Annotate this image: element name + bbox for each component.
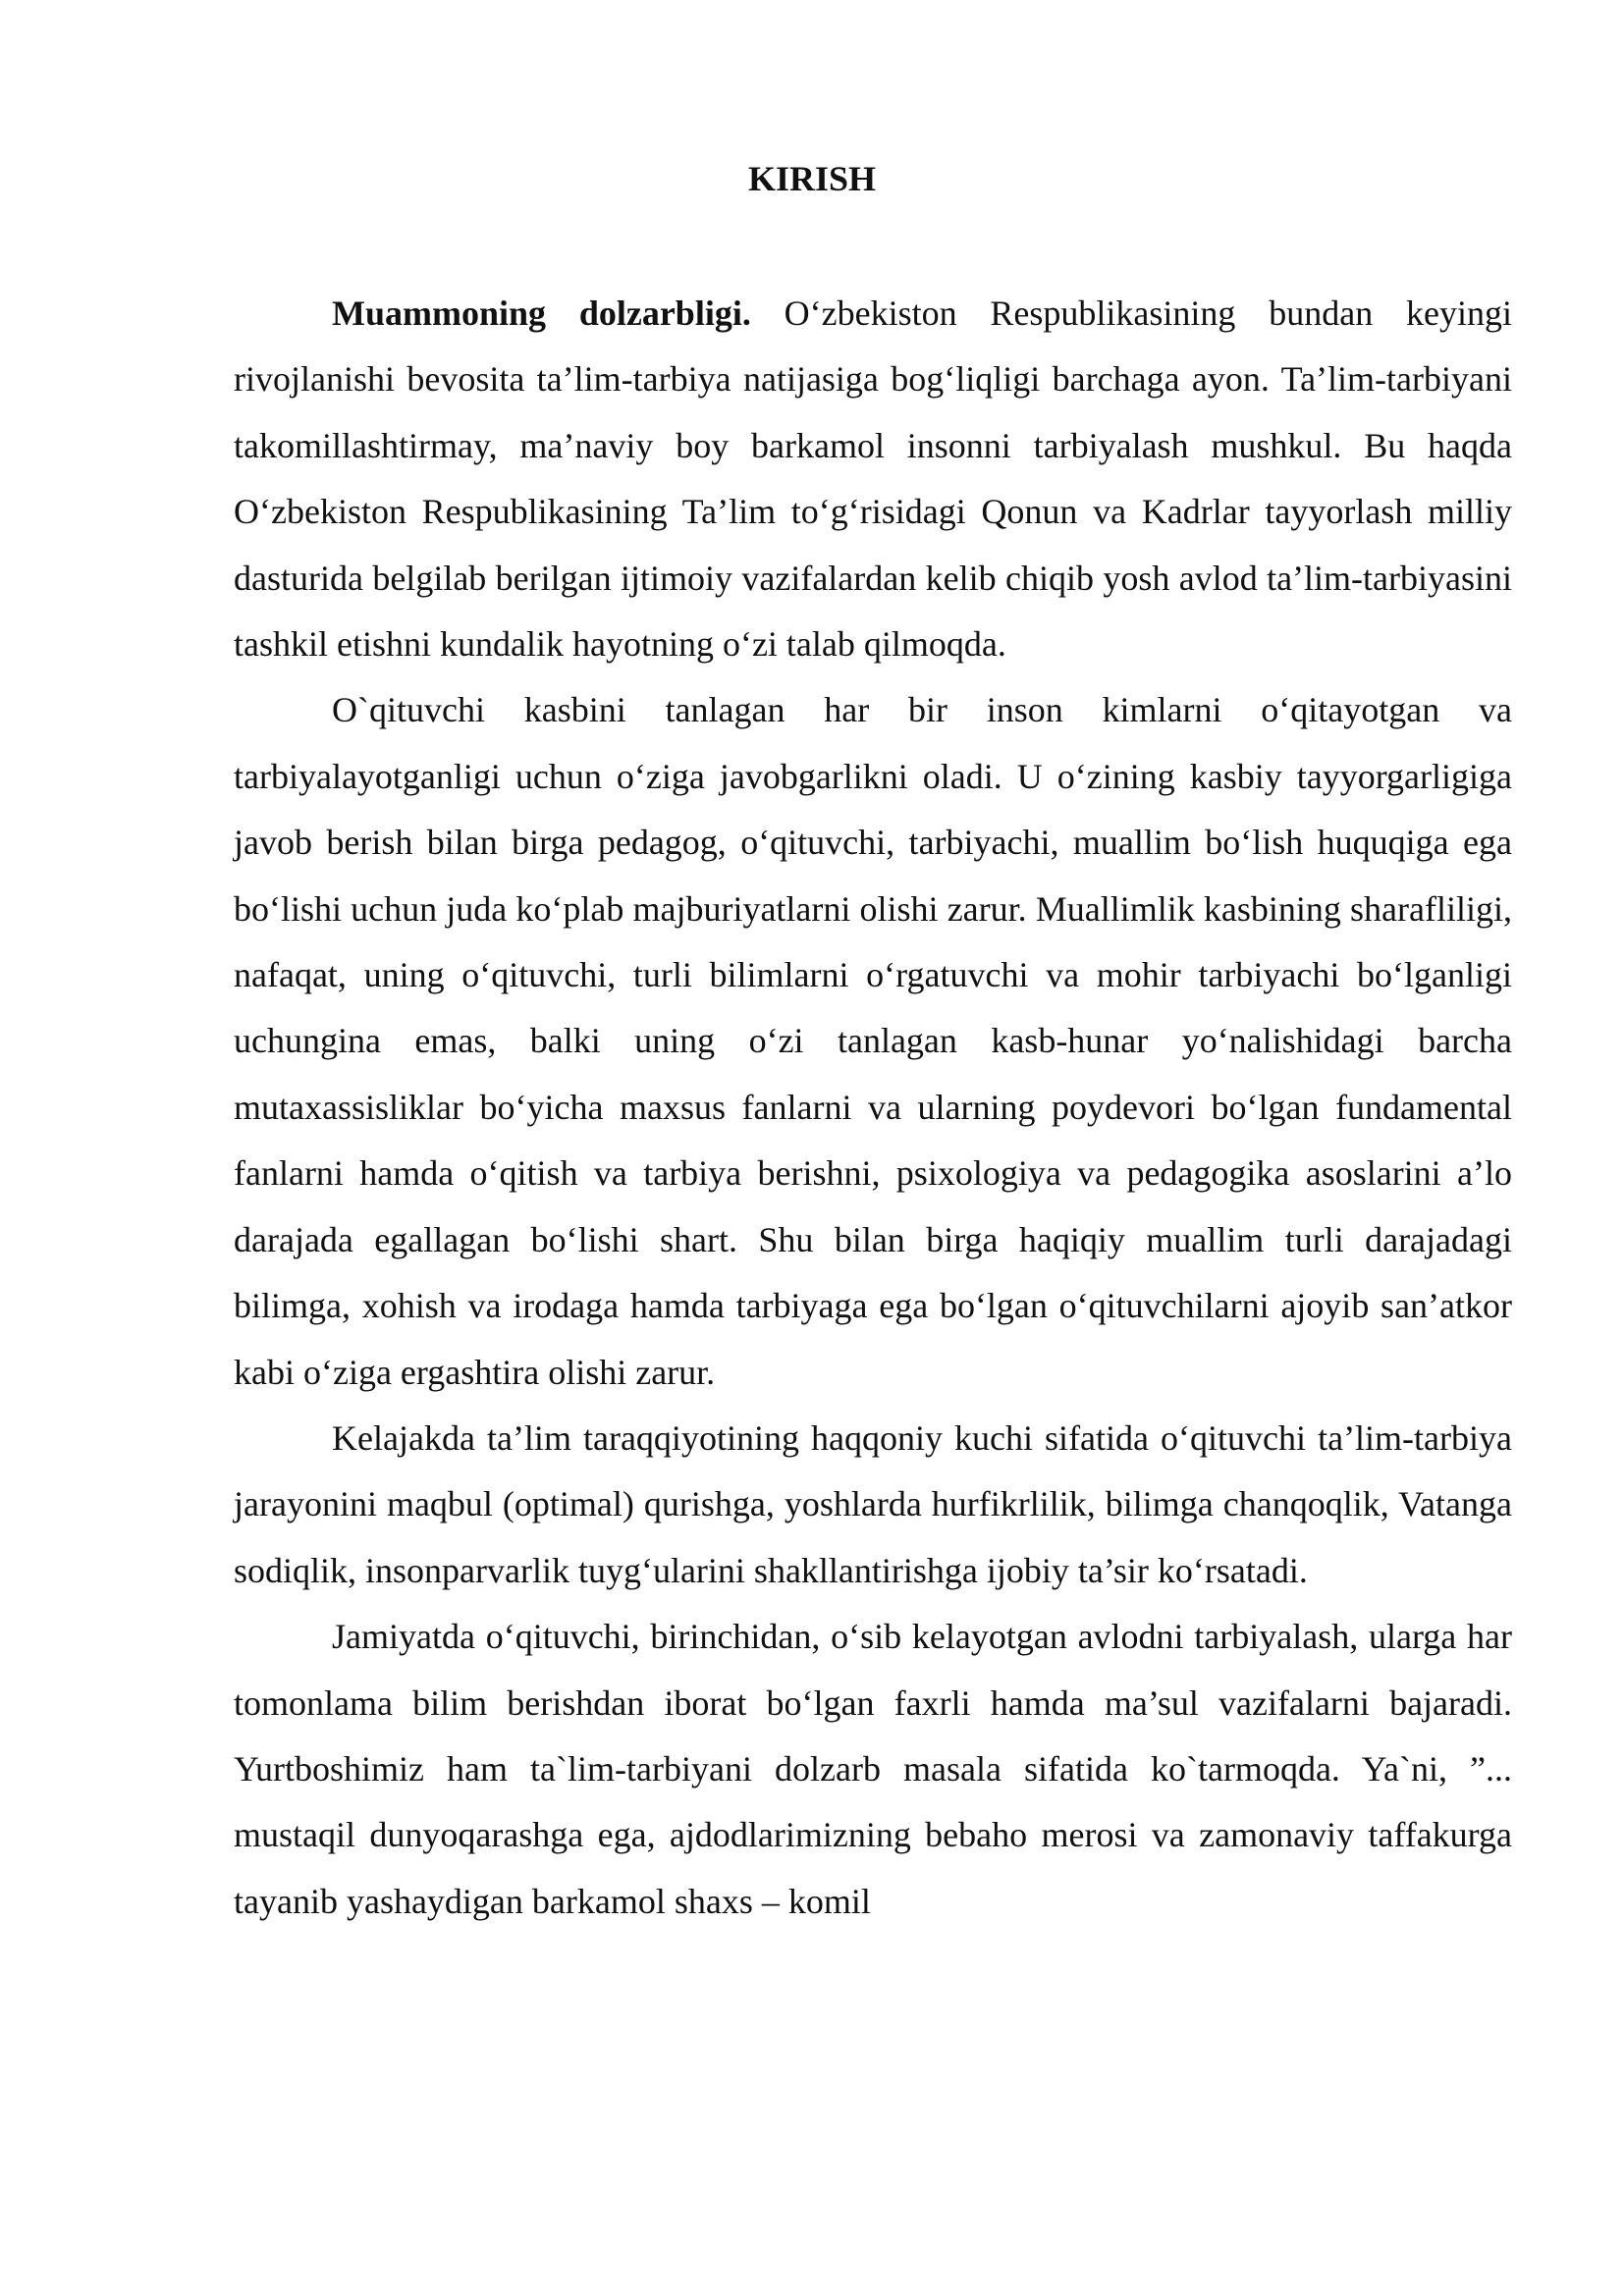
- paragraph-relevance: [234, 281, 1512, 677]
- section-heading: KIRISH: [747, 159, 877, 198]
- paragraph-teacher-profession: O`qituvchi kasbini tanlagan har bir inson kimlarni o‘qitayotgan va tarbiyalayotganligi uchun o‘ziga javobgarlikni oladi. U o‘zining kasbiy tayyorgarligiga javob berish bilan birga pedagog, o‘qituvchi, tarbiyachi, muallim bo‘lish huquqiga ega bo‘lishi uchun juda ko‘plab majburiyatlarni olishi zarur. Muallimlik kasbining sharafliligi, nafaqat, uning o‘qituvchi, turli bilimlarni o‘rgatuvchi va mohir tarbiyachi bo‘lganligi uchungina emas, balki uning o‘zi tanlagan kasb-hunar yo‘nalishidagi barcha mutaxassisliklar bo‘yicha maxsus fanlarni va ularning poydevori bo‘lgan fundamental fanlarni hamda o‘qitish va tarbiya berishni, psixologiya va pedagogika asoslarini a’lo darajada egallagan bo‘lishi shart. Shu bilan birga haqiqiy muallim turli darajadagi bilimga, xohish va irodaga hamda tarbiyaga ega bo‘lgan o‘qituvchilarni ajoyib san’atkor kabi o‘ziga ergashtira olishi zarur.: [234, 690, 1512, 1392]
- paragraph-future-education: Kelajakda ta’lim taraqqiyotining haqqoniy kuchi sifatida o‘qituvchi ta’lim-tarbiya jarayonini maqbul (optimal) qurishga, yoshlarda hurfikrlilik, bilimga chanqoqlik, Vatanga sodiqlik, insonparvarlik tuyg‘ularini shakllantirishga ijobiy ta’sir ko‘rsatadi.: [234, 1417, 1512, 1590]
- paragraph-lead: Muammoning dolzarbligi.: [332, 294, 751, 333]
- body-text: [234, 281, 1512, 1935]
- paragraph-society-role: Jamiyatda o‘qituvchi, birinchidan, o‘sib kelayotgan avlodni tarbiyalash, ularga har tomonlama bilim berishdan iborat bo‘lgan faxrli hamda ma’sul vazifalarni bajaradi. Yurtboshimiz ham ta`lim-tarbiyani dolzarb masala sifatida ko`tarmoqda. Ya`ni, ”... mustaqil dunyoqarashga ega, ajdodlarimizning bebaho merosi va zamonaviy taffakurga tayanib yashaydigan barkamol shaxs – komil: [234, 1617, 1512, 1921]
- paragraph-text: O‘zbekiston Respublikasining bundan keyingi rivojlanishi bevosita ta’lim-tarbiya natijasiga bog‘liqligi barchaga ayon. Ta’lim-tarbiyani takomillashtirmay, ma’naviy boy barkamol insonni tarbiyalash mushkul. Bu haqda O‘zbekiston Respublikasining Ta’lim to‘g‘risidagi Qonun va Kadrlar tayyorlash milliy dasturida belgilab berilgan ijtimoiy vazifalardan kelib chiqib yosh avlod ta’lim-tarbiyasini tashkil etishni kundalik hayotning o‘zi talab qilmoqda.: [234, 294, 1512, 665]
